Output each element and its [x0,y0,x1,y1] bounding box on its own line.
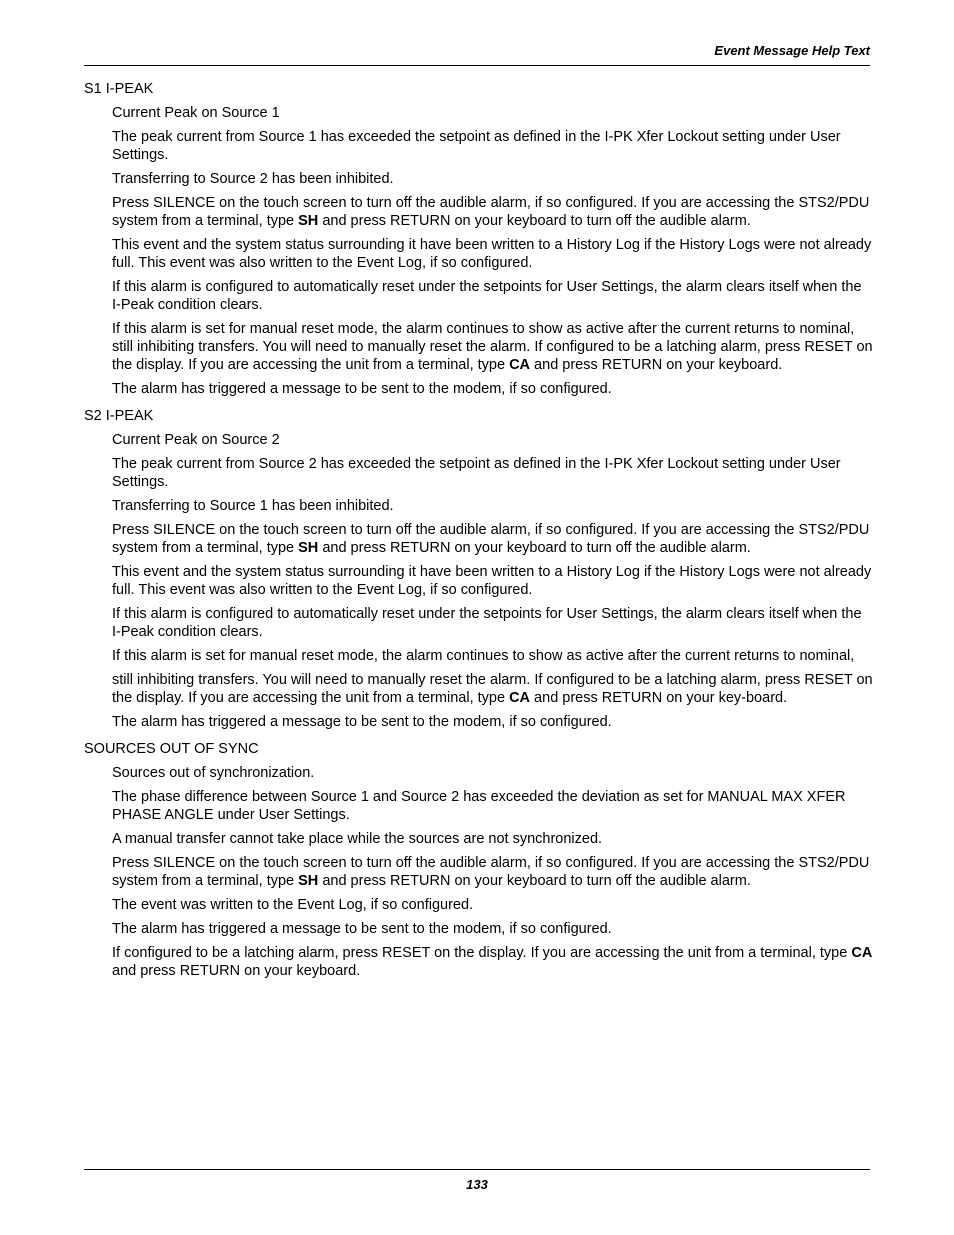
paragraph [112,170,874,188]
paragraph [112,896,874,914]
section [84,407,874,731]
text-run: and press RETURN on your keyboard. [112,963,361,979]
paragraph [112,671,874,707]
paragraph [112,854,874,890]
section-title: S1 I-PEAK [84,81,154,97]
paragraph [112,380,874,398]
text-run: Press SILENCE on the touch screen to turn off the audible alarm, if so configured. If you are accessing the STS2/PDU system from a terminal, type [112,522,870,556]
text-run: Current Peak on Source 1 [112,105,280,121]
section [84,80,874,398]
text-run: and press RETURN on your key-board. [530,690,788,706]
command-code: SH [298,873,319,889]
page-header [84,43,870,66]
page-number: 133 [466,1177,488,1192]
paragraph [112,521,874,557]
paragraph [112,788,874,824]
section-title: S2 I-PEAK [84,408,154,424]
paragraph [112,431,874,449]
paragraph [112,647,874,665]
text-run: The alarm has triggered a message to be sent to the modem, if so configured. [112,714,612,730]
text-run: Sources out of synchronization. [112,765,315,781]
command-code: CA [509,690,531,706]
text-run: This event and the system status surrounding it have been written to a History Log if the History Logs were not already full. This event was also written to the Event Log, if so configured. [112,564,872,598]
text-run: If this alarm is configured to automatically reset under the setpoints for User Settings, the alarm clears itself when the I-Peak condition clears. [112,279,862,313]
text-run: Press SILENCE on the touch screen to turn off the audible alarm, if so configured. If you are accessing the STS2/PDU system from a terminal, type [112,195,870,229]
text-run: This event and the system status surrounding it have been written to a History Log if the History Logs were not already full. This event was also written to the Event Log, if so configured. [112,237,872,271]
text-run: still inhibiting transfers. You will need to manually reset the alarm. If configured to be a latching alarm, press RESET on the display. If you are accessing the unit from a terminal, type [112,672,873,706]
text-run: The peak current from Source 1 has exceeded the setpoint as defined in the I-PK Xfer Lockout setting under User Settings. [112,129,841,163]
text-run: The phase difference between Source 1 and Source 2 has exceeded the deviation as set for MANUAL MAX XFER PHASE ANGLE under User Settings. [112,789,846,823]
paragraph [112,944,874,980]
text-run: and press RETURN on your keyboard. [530,357,783,373]
page-footer [84,1169,870,1192]
paragraph [112,455,874,491]
paragraph [112,236,874,272]
paragraph [112,713,874,731]
header-title: Event Message Help Text [714,43,870,58]
paragraph [112,563,874,599]
command-code: CA [509,357,531,373]
text-run: A manual transfer cannot take place while the sources are not synchronized. [112,831,603,847]
text-run: If configured to be a latching alarm, press RESET on the display. If you are accessing the unit from a terminal, type [112,945,852,961]
command-code: CA [851,945,873,961]
command-code: SH [298,213,319,229]
text-run: and press RETURN on your keyboard to turn off the audible alarm. [318,540,751,556]
paragraph [112,278,874,314]
text-run: The peak current from Source 2 has exceeded the setpoint as defined in the I-PK Xfer Lockout setting under User Settings. [112,456,841,490]
paragraph [112,605,874,641]
text-run: The alarm has triggered a message to be sent to the modem, if so configured. [112,381,612,397]
text-run: and press RETURN on your keyboard to turn off the audible alarm. [318,873,751,889]
section-title: SOURCES OUT OF SYNC [84,741,259,757]
text-run: The alarm has triggered a message to be sent to the modem, if so configured. [112,921,612,937]
paragraph [112,104,874,122]
text-run: The event was written to the Event Log, if so configured. [112,897,474,913]
paragraph [112,920,874,938]
text-run: and press RETURN on your keyboard to turn off the audible alarm. [318,213,751,229]
text-run: Transferring to Source 2 has been inhibited. [112,171,394,187]
text-run: If this alarm is set for manual reset mode, the alarm continues to show as active after the current returns to nominal, [112,648,855,664]
document-body [84,80,874,986]
paragraph [112,194,874,230]
text-run: Transferring to Source 1 has been inhibited. [112,498,394,514]
paragraph [112,320,874,374]
text-run: Press SILENCE on the touch screen to turn off the audible alarm, if so configured. If you are accessing the STS2/PDU system from a terminal, type [112,855,870,889]
section [84,740,874,980]
paragraph [112,830,874,848]
text-run: If this alarm is configured to automatically reset under the setpoints for User Settings, the alarm clears itself when the I-Peak condition clears. [112,606,862,640]
paragraph [112,764,874,782]
paragraph [112,128,874,164]
command-code: SH [298,540,319,556]
text-run: If this alarm is set for manual reset mode, the alarm continues to show as active after the current returns to nominal, still inhibiting transfers. You will need to manually reset the alarm. If configured to be a latching alarm, press RESET on the display. If you are accessing the unit from a terminal, type [112,321,873,373]
text-run: Current Peak on Source 2 [112,432,280,448]
paragraph [112,497,874,515]
